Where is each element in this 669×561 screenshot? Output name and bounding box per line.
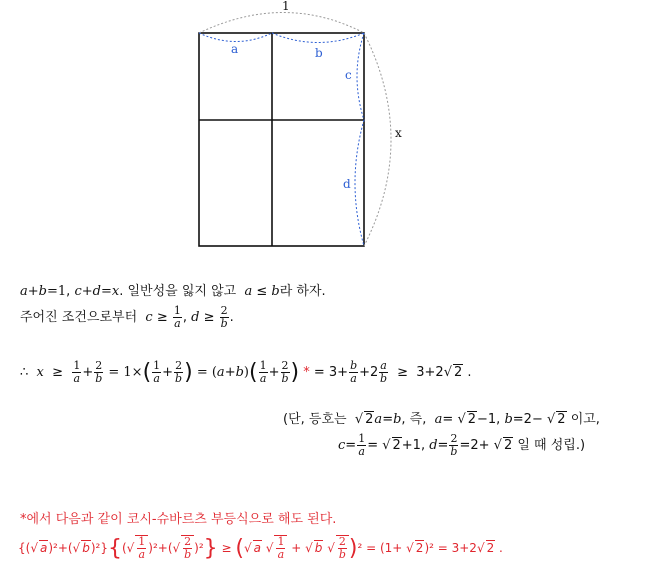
note-and: 이고,: [570, 412, 600, 427]
arc-d: [355, 120, 364, 246]
arc-top-1: [199, 13, 364, 34]
line-inequality: ∴ x ≥ $\frac{1}{a}$ + $\frac{2}{b}$ = 1×( $\frac{1}{a}$ + $\frac{2}{b}$ ) = (a+b)( $\frac{1}{a}$ + $\frac{2}{b}$ ) * = 3+ $\frac{b}{a}$ +2 $\frac{a}{b}$ ≥ 3+2√ 2 .: [20, 359, 472, 385]
line-equality-note: (단, 등호는 √ 2a=b, 즉, a= √ 2−1, b=2− √ 2 이고,: [283, 412, 600, 427]
label-b: b: [315, 46, 323, 60]
cauchy-text: *에서 다음과 같이 코시-슈바르츠 부등식으로 해도 된다.: [20, 512, 337, 527]
note-open: (단, 등호는: [283, 412, 347, 427]
cauchy-formula: {(√ a)²+(√ b)²}{(√ $\frac{1}{a}$ )²+(√ $\frac{2}{b}$ )²} ≥ (√ a √ $\frac{1}{a}$ + √ b √ $\frac{2}{b}$ )² = (1+ √ 2)² = 3+2√ 2 .: [18, 535, 503, 561]
label-c: c: [345, 68, 352, 82]
line1-text: 일반성을 잃지 않고: [127, 284, 237, 299]
geometry-diagram: [0, 0, 669, 260]
label-a: a: [231, 42, 239, 56]
note-holds: 일 때 성립.): [517, 438, 586, 453]
label-1: 1: [282, 0, 290, 13]
label-x: x: [395, 126, 402, 140]
arc-a: [199, 33, 272, 42]
arc-right-x: [364, 33, 391, 246]
label-d: d: [343, 177, 351, 191]
arc-b: [272, 33, 364, 43]
arc-c: [357, 33, 364, 120]
note-namely: , 즉,: [401, 412, 427, 427]
line1-end: 라 하자.: [279, 284, 326, 299]
outer-rectangle: [199, 33, 364, 246]
line-given: 주어진 조건으로부터 c ≥ $\frac{1}{a}$ , d ≥ $\frac{2}{b}$ .: [20, 304, 234, 330]
line2-text: 주어진 조건으로부터: [20, 310, 138, 325]
line-equality-values: c= $\frac{1}{a}$ = √ 2+1, d= $\frac{2}{b}$ =2+ √ 2 일 때 성립.): [338, 432, 586, 458]
note-cauchy-schwarz: [20, 508, 336, 527]
line-conditions: a+b=1, c+d=x. 일반성을 잃지 않고 a ≤ b라 하자.: [20, 284, 326, 299]
ineq-sign: ≥: [52, 365, 64, 380]
